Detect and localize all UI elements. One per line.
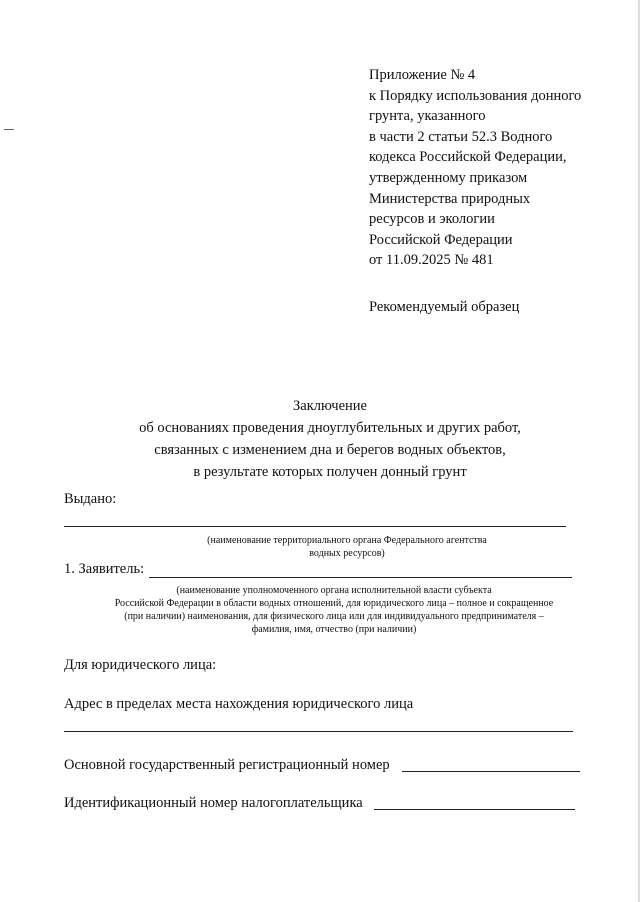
recommended-sample-label: Рекомендуемый образец	[369, 299, 520, 315]
appendix-line: от 11.09.2025 № 481	[369, 252, 494, 269]
title-line: связанных с изменением дна и берегов водных объектов,	[154, 442, 506, 458]
appendix-line: грунта, указанного	[369, 108, 486, 125]
issued-label: Выдано:	[64, 491, 117, 507]
inn-underline[interactable]	[374, 809, 575, 810]
applicant-label: 1. Заявитель:	[64, 561, 145, 577]
applicant-underline[interactable]	[149, 577, 572, 578]
ogrn-underline[interactable]	[402, 771, 580, 772]
caption-line: Российской Федерации в области водных отношений, для юридического лица – полное и сокращенное	[114, 598, 554, 609]
legal-entity-heading: Для юридического лица:	[64, 657, 217, 673]
document-title	[60, 395, 600, 483]
scan-edge-mark	[4, 129, 14, 130]
appendix-line: Министерства природных	[369, 190, 531, 207]
issued-underline[interactable]	[64, 526, 566, 527]
appendix-header	[369, 65, 619, 271]
appendix-line: Приложение № 4	[369, 67, 476, 83]
appendix-line: в части 2 статьи 52.3 Водного	[369, 128, 553, 145]
appendix-line: кодекса Российской Федерации,	[369, 149, 567, 166]
caption-line: (наименование уполномоченного органа исполнительной власти субъекта	[176, 585, 492, 596]
title-line: об основаниях проведения дноуглубительных и других работ,	[139, 420, 521, 436]
issued-caption	[64, 534, 630, 560]
applicant-caption	[44, 584, 624, 636]
caption-line: (при наличии) наименования, для физического лица или для индивидуального предпринимателя –	[124, 611, 544, 622]
appendix-line: к Порядку использования донного	[369, 87, 582, 104]
caption-line: фамилия, имя, отчество (при наличии)	[251, 624, 417, 635]
address-underline[interactable]	[64, 731, 573, 732]
title-line: в результате которых получен донный грунт	[193, 464, 467, 480]
title-line: Заключение	[293, 398, 367, 414]
caption-line: (наименование территориального органа Федерального агентства	[207, 535, 487, 546]
ogrn-label: Основной государственный регистрационный номер	[64, 757, 390, 773]
appendix-line: Российской Федерации	[369, 231, 513, 248]
address-label: Адрес в пределах места нахождения юридического лица	[64, 696, 414, 712]
appendix-line: ресурсов и экологии	[369, 211, 495, 228]
caption-line: водных ресурсов)	[309, 548, 385, 559]
inn-label: Идентификационный номер налогоплательщика	[64, 795, 363, 811]
appendix-line: утвержденному приказом	[369, 169, 528, 186]
